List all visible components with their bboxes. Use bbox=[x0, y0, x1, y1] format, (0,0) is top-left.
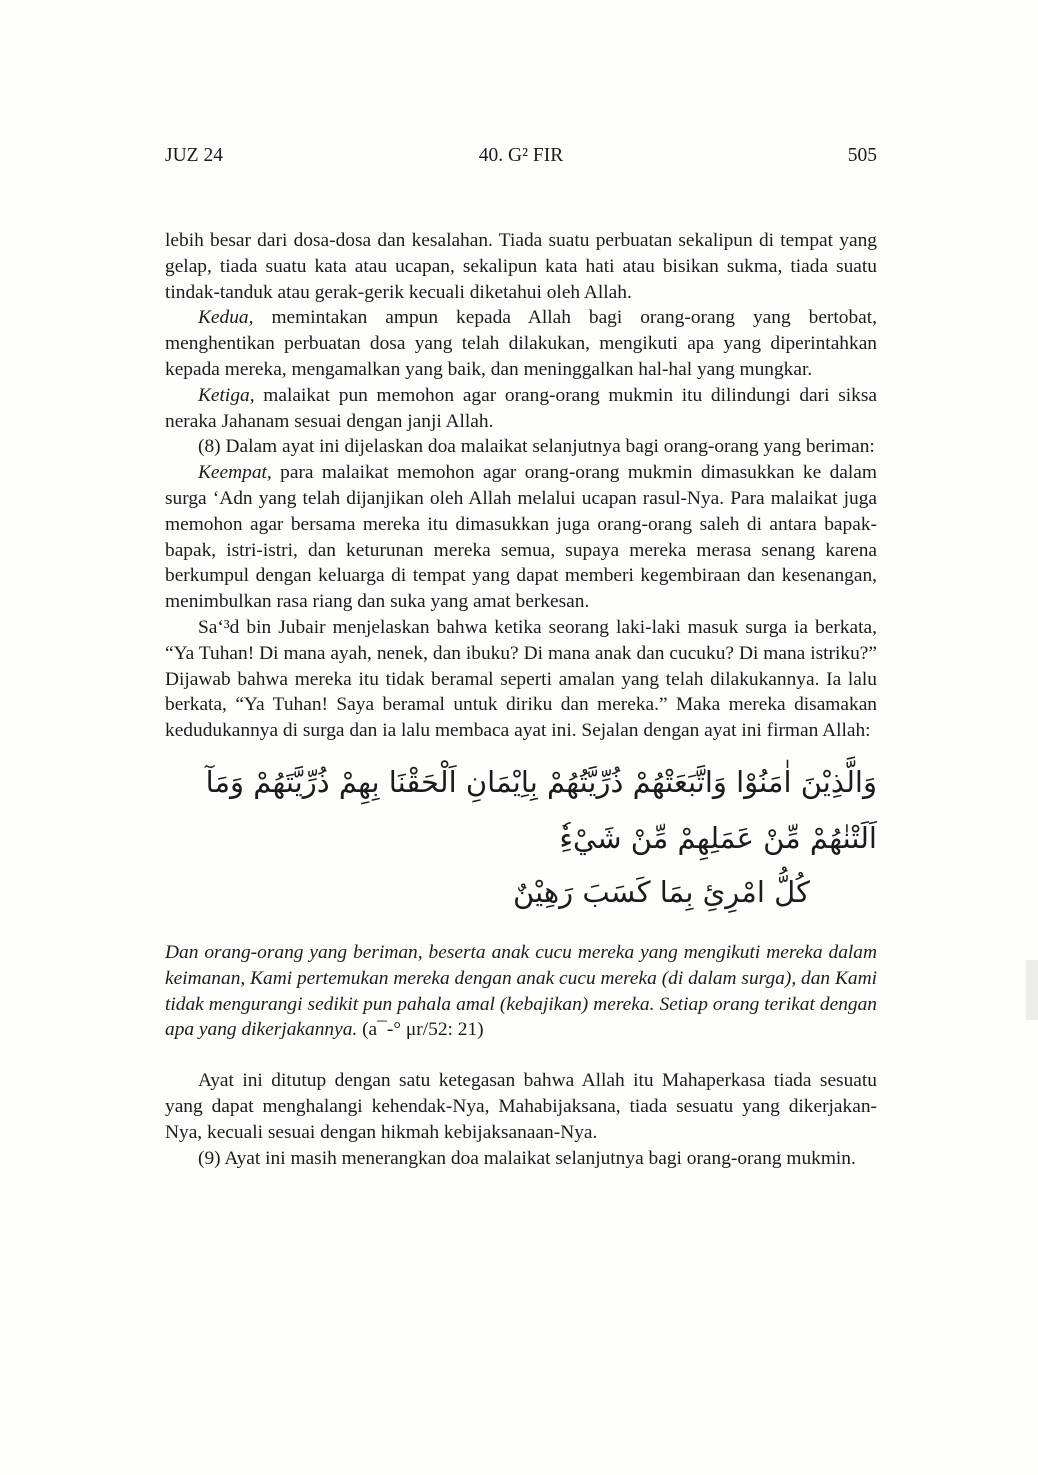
paragraph-ayat-9 bbox=[165, 1146, 877, 1172]
paragraph-said-bin-jubair bbox=[165, 615, 877, 744]
text-run: memintakan ampun kepada Allah bagi orang-orang yang bertobat, menghentikan perbuatan dosa yang telah dilakukan, mengikuti apa yang diperintahkan kepada mereka, mengamalkan yang baik, dan meninggalkan hal-hal yang mungkar. bbox=[165, 307, 877, 380]
paragraph-keempat bbox=[165, 460, 877, 615]
text-run: lebih besar dari dosa-dosa dan kesalahan. Tiada suatu perbuatan sekalipun di tempat yang gelap, tiada suatu kata atau ucapan, sekalipun kata hati atau bisikan sukma, tiada suatu tindak-tanduk atau gerak-gerik kecuali diketahui oleh Allah. bbox=[165, 230, 877, 303]
paragraph-ayat-8 bbox=[165, 434, 877, 460]
text-run: malaikat pun memohon agar orang-orang mukmin itu dilindungi dari siksa neraka Jahanam sesuai dengan janji Allah. bbox=[165, 384, 877, 432]
header-juz-label: JUZ 24 bbox=[165, 145, 223, 166]
paragraph-closing bbox=[165, 1068, 877, 1145]
text-run: Ayat ini ditutup dengan satu ketegasan bahwa Allah itu Mahaperkasa tiada sesuatu yang dapat menghalangi kehendak-Nya, Mahabijaksana, tiada sesuatu yang dikerjakan-Nya, kecuali sesuai dengan hikmah kebijaksanaan-Nya. bbox=[165, 1070, 877, 1143]
arabic-verse-line-1: وَالَّذِيْنَ اٰمَنُوْا وَاتَّبَعَتْهُمْ ذُرِّيَّتُهُمْ بِاِيْمَانِ اَلْحَقْنَا بِهِمْ ذُرِّيَّتَهُمْ وَمَآ اَلَتْنٰهُمْ مِّنْ عَمَلِهِمْ مِّنْ شَيْءِٗ bbox=[205, 764, 877, 855]
quran-verse-arabic bbox=[165, 754, 877, 918]
arabic-verse-line-2: كُلُّ امْرِئِ بِمَا كَسَبَ رَهِيْنٌ bbox=[513, 874, 810, 909]
text-run: (9) Ayat ini masih menerangkan doa malaikat selanjutnya bagi orang-orang mukmin. bbox=[198, 1147, 856, 1169]
header-page-number: 505 bbox=[847, 145, 877, 166]
page-body-text bbox=[165, 228, 877, 1171]
paragraph-translation bbox=[165, 940, 877, 1043]
italic-text-run: Ketiga, bbox=[198, 384, 255, 406]
text-run: (a¯-° μr/52: 21) bbox=[362, 1019, 484, 1041]
paragraph-kedua bbox=[165, 305, 877, 382]
paragraph-ketiga bbox=[165, 383, 877, 435]
italic-text-run: Dan orang-orang yang beriman, beserta anak cucu mereka yang mengikuti mereka dalam keimanan, Kami pertemukan mereka dengan anak cucu mereka (di dalam surga), dan Kami tidak mengurangi sedikit pun pahala amal (kebajikan) mereka. Setiap orang terikat dengan apa yang dikerjakannya. bbox=[165, 941, 877, 1041]
text-run: para malaikat memohon agar orang-orang mukmin dimasukkan ke dalam surga ‘Adn yang telah dijanjikan oleh Allah melalui ucapan rasul-Nya. Para malaikat juga memohon agar bersama mereka itu dimasukkan juga orang-orang saleh di antara bapak-bapak, istri-istri, dan keturunan mereka semua, supaya mereka merasa senang karena berkumpul dengan keluarga di tempat yang dapat memberi kegembiraan dan kesenangan, menimbulkan rasa riang dan suka yang amat berkesan. bbox=[165, 462, 877, 613]
header-surah-title: 40. G² FIR bbox=[478, 145, 564, 166]
text-run: Sa‘³d bin Jubair menjelaskan bahwa ketika seorang laki-laki masuk surga ia berkata, “Ya Tuhan! Di mana ayah, nenek, dan ibuku? Di mana anak dan cucuku? Di mana istriku?” Dijawab bahwa mereka itu tidak beramal seperti amalan yang telah dilakukannya. Ia lalu berkata, “Ya Tuhan! Saya beramal untuk diriku dan mereka.” Maka mereka disamakan kedudukannya di surga dan ia lalu membaca ayat ini. Sejalan dengan ayat ini firman Allah: bbox=[165, 616, 877, 742]
scan-artifact bbox=[1026, 960, 1038, 1020]
italic-text-run: Keempat, bbox=[198, 462, 272, 484]
text-run: (8) Dalam ayat ini dijelaskan doa malaikat selanjutnya bagi orang-orang yang beriman: bbox=[198, 436, 875, 458]
italic-text-run: Kedua, bbox=[198, 307, 254, 329]
paragraph-continuation bbox=[165, 228, 877, 305]
